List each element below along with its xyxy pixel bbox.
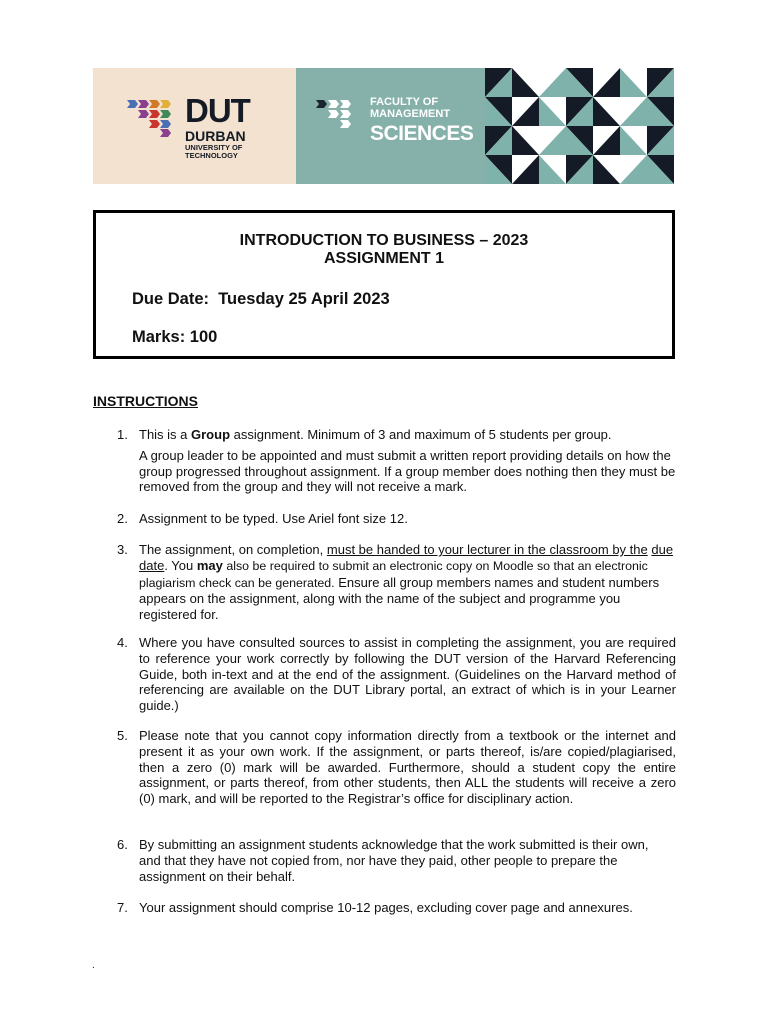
triangle-pattern-panel (485, 68, 674, 184)
logo-sub-line-2: TECHNOLOGY (185, 151, 238, 161)
item-number: 1. (117, 427, 128, 442)
instructions-heading: INSTRUCTIONS (93, 393, 198, 409)
faculty-line-1: FACULTY OF (370, 96, 439, 108)
marks-label: Marks: (132, 328, 186, 346)
item-number: 6. (117, 837, 128, 852)
faculty-line-2: MANAGEMENT (370, 107, 451, 120)
university-logo-text (185, 144, 285, 161)
item-number: 4. (117, 635, 128, 650)
due-date (132, 289, 390, 309)
marks-value: 100 (189, 328, 218, 346)
durban-logo-text: DURBAN (185, 128, 246, 144)
dut-logo-panel (93, 68, 296, 184)
item3-mid: . You (164, 557, 197, 573)
due-date-value: Tuesday 25 April 2023 (218, 290, 390, 308)
item-text: Your assignment should comprise 10-12 pages, excluding cover page and annexures. (139, 900, 633, 915)
footer-mark: . (92, 960, 95, 971)
item1-para2: A group leader to be appointed and must submit a written report providing details on how the group progressed throughout assignment. If a group member does nothing then they must be removed from the group and they will not receive a mark. (139, 447, 676, 495)
assignment-title-box (93, 210, 675, 359)
item3-due-date: due date (139, 542, 674, 573)
dut-arrows-icon (127, 97, 187, 137)
item-text: By submitting an assignment students acknowledge that the work submitted is their own, and that they have not copied from, nor have they paid, other people to prepare the assignment on their behalf. (139, 837, 649, 884)
item1-bold: Group (191, 427, 231, 442)
item-text: Please note that you cannot copy information directly from a textbook or the internet and present it as your own work. If the assignment, or parts thereof, is/are copied/plagiarised, then a zero (0) mark will be awarded. Furthermore, should a student copy the entire assignment, or parts thereof, from other students, then ALL the students will receive a zero (0) mark, and will be reported to the Registrar’s office for disciplinary action. (139, 728, 676, 807)
triangle-pattern-icon (485, 68, 674, 184)
item-text (139, 542, 677, 623)
item3-rest: Ensure all group members names and student numbers appears on the assignment, along with the name of the subject and programme you registered for. (139, 574, 660, 623)
item3-post: also be required to submit an electronic copy on Moodle so that an electronic plagiarism check can be generated. (139, 558, 648, 590)
item-number: 3. (117, 542, 128, 557)
item-number: 2. (117, 511, 128, 526)
item-text (139, 427, 695, 495)
item-number: 5. (117, 728, 128, 743)
item1-line (139, 427, 695, 443)
item3-pre: The assignment, on completion, (139, 542, 327, 557)
faculty-panel (296, 68, 485, 184)
item3-bold: may (196, 557, 223, 573)
item1-post: assignment. Minimum of 3 and maximum of 5 students per group. (230, 427, 612, 442)
faculty-sciences: SCIENCES (370, 122, 474, 145)
item1-pre: This is a (139, 427, 192, 442)
dut-logo-text: DUT (185, 92, 250, 129)
header-banner (93, 68, 674, 184)
assignment-number: ASSIGNMENT 1 (323, 250, 444, 267)
item-number: 7. (117, 900, 128, 915)
course-title: INTRODUCTION TO BUSINESS – 2023 (239, 232, 529, 249)
item-text: Assignment to be typed. Use Ariel font size 12. (139, 511, 408, 526)
item3-underlined: must be handed to your lecturer in the classroom by the (326, 542, 648, 557)
faculty-arrows-icon (316, 98, 366, 128)
marks (132, 327, 217, 347)
item-text: Where you have consulted sources to assist in completing the assignment, you are required to reference your work correctly by following the DUT version of the Harvard Referencing Guide, both in-text and at the end of the assignment. (Guidelines on the Harvard method of referencing are available on the DUT Library portal, an extract of which is in your Learner guide.) (139, 635, 676, 714)
logo-sub-line-1: UNIVERSITY OF (185, 143, 243, 152)
faculty-title (370, 97, 450, 120)
due-date-label: Due Date: (132, 290, 210, 308)
